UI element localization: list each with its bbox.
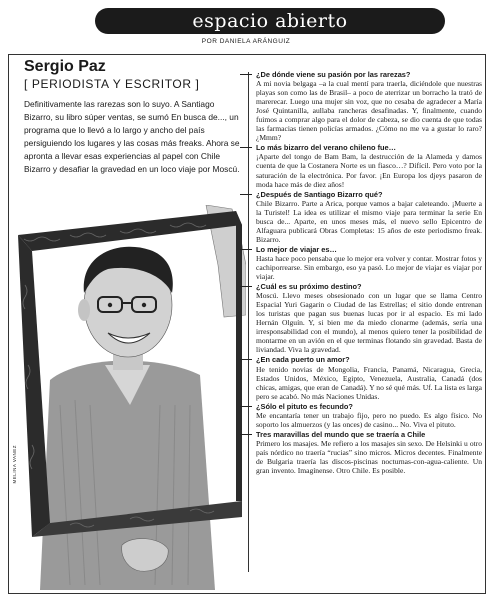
- portrait-photo: [10, 205, 246, 590]
- question: ¿De dónde viene su pasión por las rarezas?: [256, 70, 482, 79]
- answer: He tenido novias de Mongolia, Francia, Panamá, Nicaragua, Grecia, Estados Unidos, México, Egipto, Venezuela, Australia, Canadá (dos chicas, amigas, que eran de Canadá). Y no sé qué más. Uf. La lista es larga pero se acabó. No más Naciones Unidas.: [256, 364, 482, 401]
- answer: A mi novia belgaga –a la cual mentí para traerla, diciéndole que nuestras playas son como las de Brasil– a poco de aterrizar un borracho la trató de marerecar. Luego una mujer sin voz, que no cesaba de agradecer a María José Quintanilla, aullaba rancheras desafinadas. Y, finalmente, cuando fuimos a comprar algo para el dolor de cabeza, se dio cuenta de que todas las farmacias tienen policías armados. ¿Cómo no me va a gustar lo raro? ¿Mmm?: [256, 79, 482, 143]
- answer: Hasta hace poco pensaba que lo mejor era volver y contar. Mostrar fotos y cachiporrearse. Sin embargo, eso ya pasó. Lo mejor de viajar es viajar por viajar.: [256, 253, 482, 282]
- byline: POR DANIELA ARÁNGUIZ: [201, 38, 291, 45]
- section-title: espacio abierto: [192, 10, 348, 32]
- answer: Chile Bizarro. Parte a Arica, porque vamos a bajar caleteando. ¡Muerte a la Turistel! La idea es utilizar el mismo viaje para terminar la serie En busca de... Aparte, en unos meses más, el nuevo sello Epicentro de Alfaguara publicará Obras Completas: 15 años de este periodismo freak. Bizarro.: [256, 198, 482, 244]
- question: Lo mejor de viajar es…: [256, 245, 482, 254]
- qa-item: [256, 282, 482, 354]
- qa-item: [256, 70, 482, 142]
- profile-intro: Definitivamente las rarezas son lo suyo. A Santiago Bizarro, su libro súper ventas, se sumó En busca de..., un programa que lo llevó a lo largo y ancho del país persiguiendo los lugares y las cosas más freaks. Ahora se apronta a llevar esas experiencias al papel con Chile Bizarro y desafiar la gravedad en un loco viaje por Moscú.: [24, 99, 240, 174]
- profile-name: Sergio Paz: [24, 58, 106, 75]
- portrait-illustration: [10, 205, 246, 590]
- qa-item: [256, 143, 482, 188]
- profile-role: [ PERIODISTA Y ESCRITOR ]: [24, 77, 200, 91]
- qa-item: [256, 402, 482, 429]
- interview-column: [256, 70, 482, 476]
- question: ¿Cuál es su próximo destino?: [256, 282, 482, 291]
- section-header: [95, 8, 445, 34]
- question: Lo más bizarro del verano chileno fue…: [256, 143, 482, 152]
- qa-item: [256, 355, 482, 400]
- qa-item: [256, 190, 482, 244]
- answer: Me encantaría tener un trabajo fijo, pero no puedo. Es algo físico. No soporto los almuerzos (y las onces) de casino... No. Viva el pituto.: [256, 410, 482, 429]
- answer: Primero los masajes. Me refiero a los masajes sin sexo. De Helsinki u otro país nórdico no traería “rucias” sino micros. Micros decentes. Finalmente de Bulgaria traería las discos-piscinas nocturnas-con-agua-caliente. Un gran invento. Imagínense. Otro Chile. Es posible.: [256, 438, 482, 476]
- question: Tres maravillas del mundo que se traería a Chile: [256, 430, 482, 439]
- answer: Moscú. Llevo meses obsesionado con un lugar que se llama Centro Espacial Yuri Gagarin o Ciudad de las Estrellas; el sitio donde entrenan los turistas que pagan sus buenas lucas por ir al espacio. Es mi lado Hernán Olguín. Y, si bien me da miedo clonarme (además, sería una irresponsabilidad con el mundo), al menos quiero tener la posibilidad de montarme en un avión en el que terminas flotando sin gravedad. Basta de liviandad. Viva la gravedad.: [256, 291, 482, 355]
- qa-item: [256, 430, 482, 475]
- question: ¿En cada puerto un amor?: [256, 355, 482, 364]
- question: ¿Sólo el pituto es fecundo?: [256, 402, 482, 411]
- qa-item: [256, 245, 482, 281]
- question: ¿Después de Santiago Bizarro qué?: [256, 190, 482, 199]
- answer: ¡Aparte del tongo de Bam Bam, la destrucción de la Alameda y damos cuenta de que la Costanera Norte es un fiasco…? Difícil. Pero voto por la saturación de la electrónica. Por favor. ¡En Europa los djeys pasaron de moda hace más de diez años!: [256, 152, 482, 189]
- photo-credit: MELINA VANEZ: [12, 445, 17, 484]
